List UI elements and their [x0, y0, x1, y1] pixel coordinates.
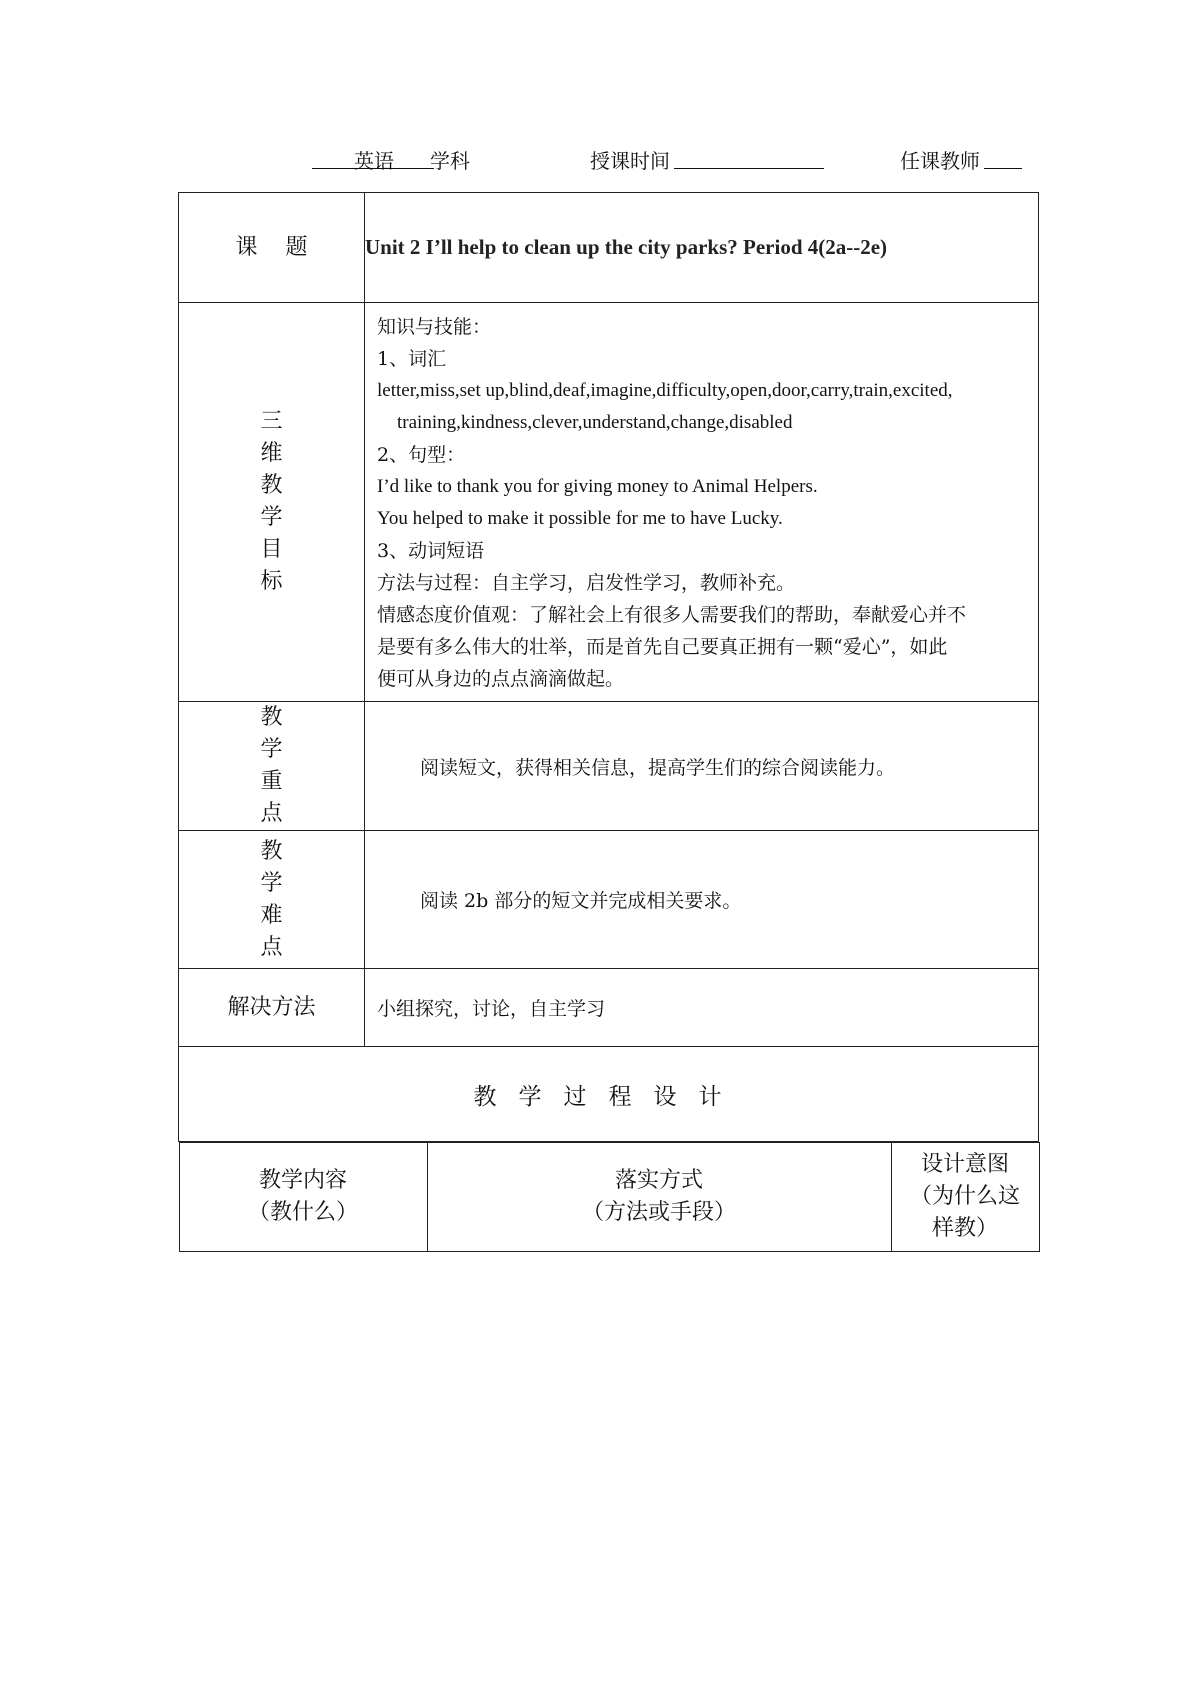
- key-points-label: 教学重点: [179, 702, 365, 831]
- topic-value: Unit 2 I’ll help to clean up the city parks? Period 4(2a--2e): [365, 193, 1039, 303]
- subject-underline: [354, 146, 434, 169]
- process-row: [179, 1047, 1039, 1142]
- time-blank: [674, 146, 824, 169]
- objective-line: 2、句型：: [377, 444, 466, 466]
- solution-row: [179, 969, 1039, 1047]
- teacher-blank: [984, 146, 1022, 169]
- columns-row: [179, 1142, 1039, 1253]
- column-intent: 设计意图 （为什么这 样教）: [891, 1143, 1039, 1252]
- objective-line: 1、词汇: [377, 348, 447, 370]
- topic-row: [179, 193, 1039, 303]
- objective-line: 知识与技能：: [377, 316, 492, 338]
- vocabulary-line: training,kindness,clever,understand,change,disabled: [397, 412, 793, 433]
- subject-blank-left: [312, 146, 354, 169]
- teacher-label: 任课教师: [900, 149, 980, 173]
- subject-value: 英语: [354, 149, 394, 173]
- objectives-label: 三维教学目标: [179, 303, 365, 702]
- subject-label: 学科: [430, 149, 470, 173]
- objective-line: 3、动词短语: [377, 540, 485, 562]
- key-points-row: [179, 702, 1039, 831]
- header-line: [312, 146, 1032, 176]
- difficulties-label: 教学难点: [179, 831, 365, 969]
- lesson-plan-table: [178, 192, 1039, 1252]
- solution-label: 解决方法: [179, 969, 365, 1047]
- objectives-row: [179, 303, 1039, 702]
- time-label: 授课时间: [590, 149, 670, 173]
- objective-line: 便可从身边的点点滴滴做起。: [377, 668, 625, 690]
- objective-line: 是要有多么伟大的壮举，而是首先自己要真正拥有一颗“爱心”，如此: [377, 636, 948, 658]
- sentence-line: I’d like to thank you for giving money to Animal Helpers.: [377, 476, 818, 497]
- sentence-line: You helped to make it possible for me to have Lucky.: [377, 508, 783, 529]
- difficulties-value: 阅读 2b 部分的短文并完成相关要求。: [365, 831, 1039, 969]
- column-content: 教学内容 （教什么）: [179, 1143, 427, 1252]
- objective-line: 方法与过程：自主学习，启发性学习，教师补充。: [377, 572, 796, 594]
- process-columns-table: [179, 1142, 1040, 1252]
- key-points-value: 阅读短文，获得相关信息，提高学生们的综合阅读能力。: [365, 702, 1039, 831]
- difficulties-row: [179, 831, 1039, 969]
- objectives-content: [365, 303, 1039, 702]
- process-heading: 教学过程设计: [179, 1047, 1039, 1142]
- objective-line: 情感态度价值观：了解社会上有很多人需要我们的帮助，奉献爱心并不: [377, 604, 967, 626]
- topic-label: 课 题: [179, 193, 365, 303]
- vocabulary-line: letter,miss,set up,blind,deaf,imagine,difficulty,open,door,carry,train,excited,: [377, 380, 953, 401]
- solution-value: 小组探究，讨论，自主学习: [365, 969, 1039, 1047]
- column-method: 落实方式 （方法或手段）: [427, 1143, 891, 1252]
